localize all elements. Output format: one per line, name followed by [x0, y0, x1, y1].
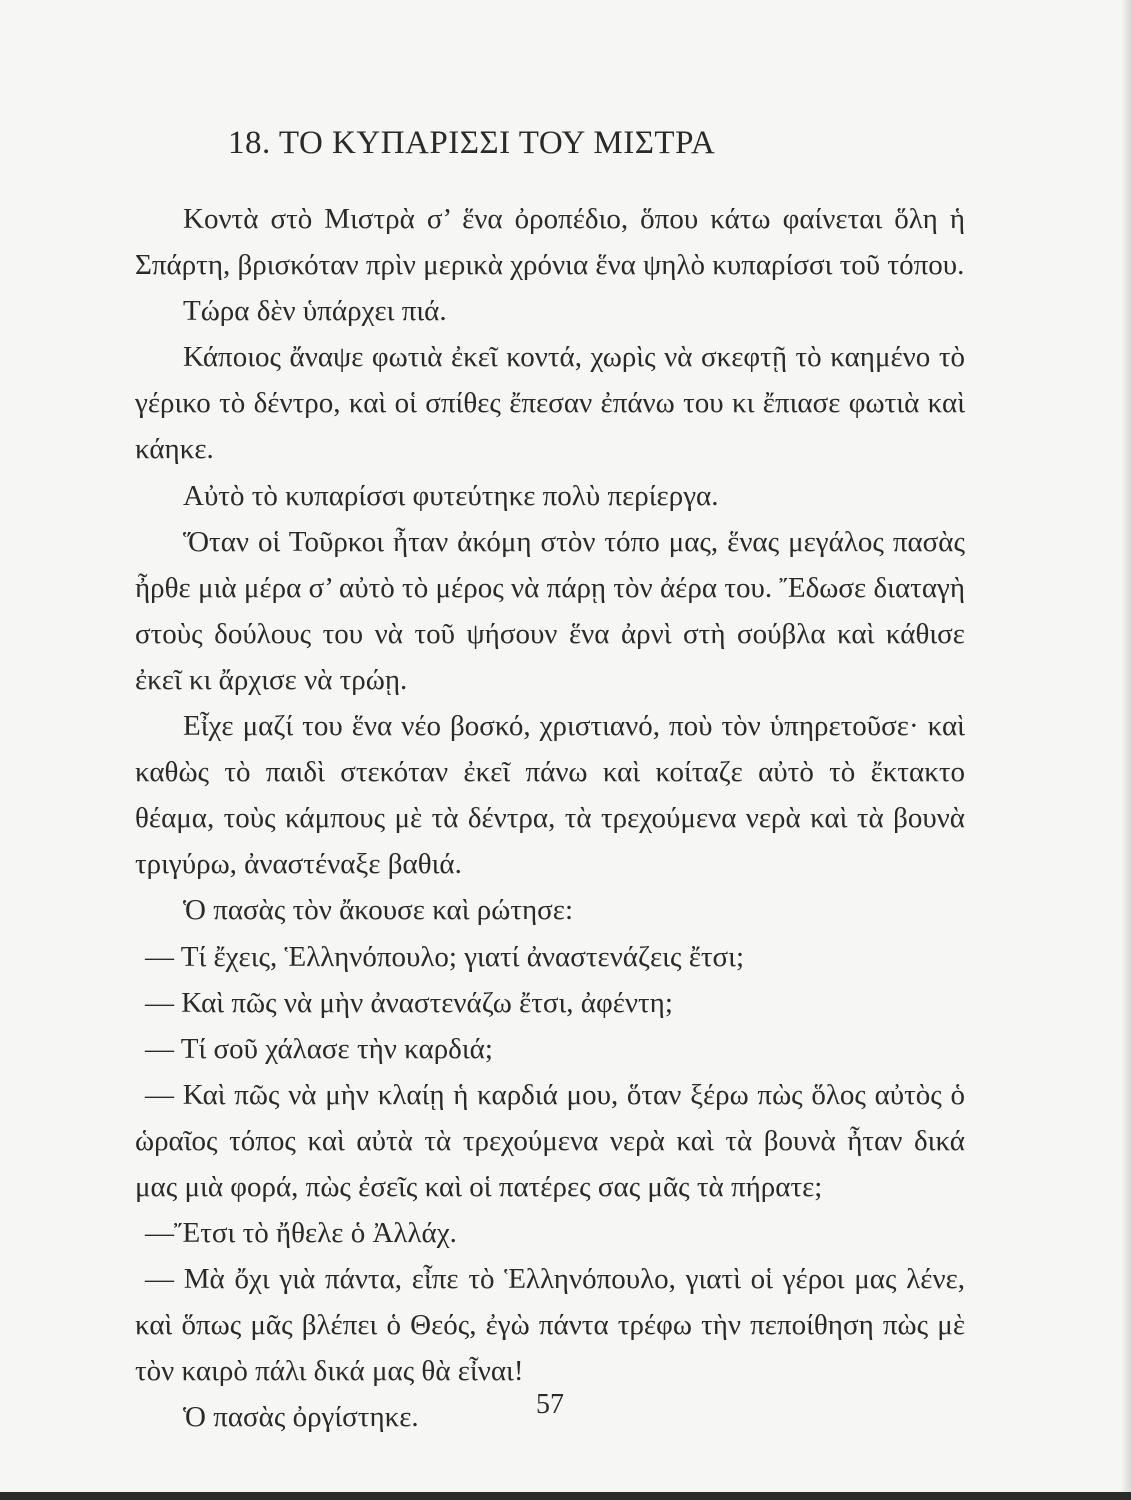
page-number: 57 — [536, 1389, 564, 1420]
paragraph: Ὁ πασὰς τὸν ἄκουσε καὶ ρώτησε: — [183, 894, 574, 927]
dialog-line: — Τί ἔχεις, Ἑλληνόπουλο; γιατί ἀναστενάζεις ἔτσι; — [145, 940, 745, 973]
paragraph: Κάποιος ἄναψε φωτιὰ ἐκεῖ κοντά, χωρὶς νὰ σκεφτῇ τὸ καημένο τὸ γέρικο τὸ δέντρο, καὶ οἱ σπίθες ἔπεσαν ἐπάνω του κι ἔπιασε φωτιὰ καὶ κάηκε. — [135, 341, 965, 466]
page-edge-shadow — [1121, 0, 1131, 1500]
dialog-line: — Καὶ πῶς νὰ μὴν ἀναστενάζω ἔτσι, ἀφέντη; — [145, 986, 673, 1019]
dialog-line: — Καὶ πῶς νὰ μὴν κλαίῃ ἡ καρδιά μου, ὅταν ξέρω πὼς ὅλος αὐτὸς ὁ ὡραῖος τόπος καὶ αὐτὰ τὰ τρεχούμενα νερὰ καὶ τὰ βουνὰ ἦταν δικά μας μιὰ φορά, πὼς ἐσεῖς καὶ οἱ πατέρες σας μᾶς τὰ πήρατε; — [135, 1078, 965, 1203]
paragraph: Εἶχε μαζί του ἕνα νέο βοσκό, χριστιανό, ποὺ τὸν ὑπηρετοῦσε· καὶ καθὼς τὸ παιδὶ στεκόταν ἐκεῖ πάνω καὶ κοίταζε αὐτὸ τὸ ἔκτακτο θέαμα, τοὺς κάμπους μὲ τὰ δέντρα, τὰ τρεχούμενα νερὰ καὶ τὰ βουνὰ τριγύρω, ἀναστέναξε βαθιά. — [135, 710, 965, 881]
scan-border — [0, 1492, 1131, 1500]
paragraph: Ὅταν οἱ Τοῦρκοι ἦταν ἀκόμη στὸν τόπο μας, ἕνας μεγάλος πασὰς ἦρθε μιὰ μέρα σ’ αὐτὸ τὸ μέρος νὰ πάρῃ τὸν ἀέρα του. Ἔδωσε διαταγὴ στοὺς δούλους του νὰ τοῦ ψήσουν ἕνα ἀρνὶ στὴ σούβλα καὶ κάθισε ἐκεῖ κι ἄρχισε νὰ τρώῃ. — [135, 525, 965, 696]
dialog-line: — Μὰ ὄχι γιὰ πάντα, εἶπε τὸ Ἑλληνόπουλο, γιατὶ οἱ γέροι μας λένε, καὶ ὅπως μᾶς βλέπει ὁ Θεός, ἐγὼ πάντα τρέφω τὴν πεποίθηση πὼς μὲ τὸν καιρὸ πάλι δικά μας θὰ εἶναι! — [135, 1263, 965, 1388]
body-text — [135, 196, 965, 1441]
paragraph: Αὐτὸ τὸ κυπαρίσσι φυτεύτηκε πολὺ περίεργα. — [183, 479, 719, 512]
paragraph: Ὁ πασὰς ὀργίστηκε. — [183, 1401, 419, 1434]
dialog-line: — Τί σοῦ χάλασε τὴν καρδιά; — [145, 1032, 493, 1065]
paragraph: Τώρα δὲν ὑπάρχει πιά. — [183, 295, 447, 328]
chapter-title: 18. ΤΟ ΚΥΠΑΡΙΣΣΙ ΤΟΥ ΜΙΣΤΡΑ — [228, 125, 716, 161]
paragraph: Κοντὰ στὸ Μιστρὰ σ’ ἕνα ὀροπέδιο, ὅπου κάτω φαίνεται ὅλη ἡ Σπάρτη, βρισκόταν πρὶν μερικὰ χρόνια ἕνα ψηλὸ κυπαρίσσι τοῦ τόπου. — [135, 203, 965, 282]
dialog-line: —Ἔτσι τὸ ἤθελε ὁ Ἀλλάχ. — [145, 1217, 457, 1250]
